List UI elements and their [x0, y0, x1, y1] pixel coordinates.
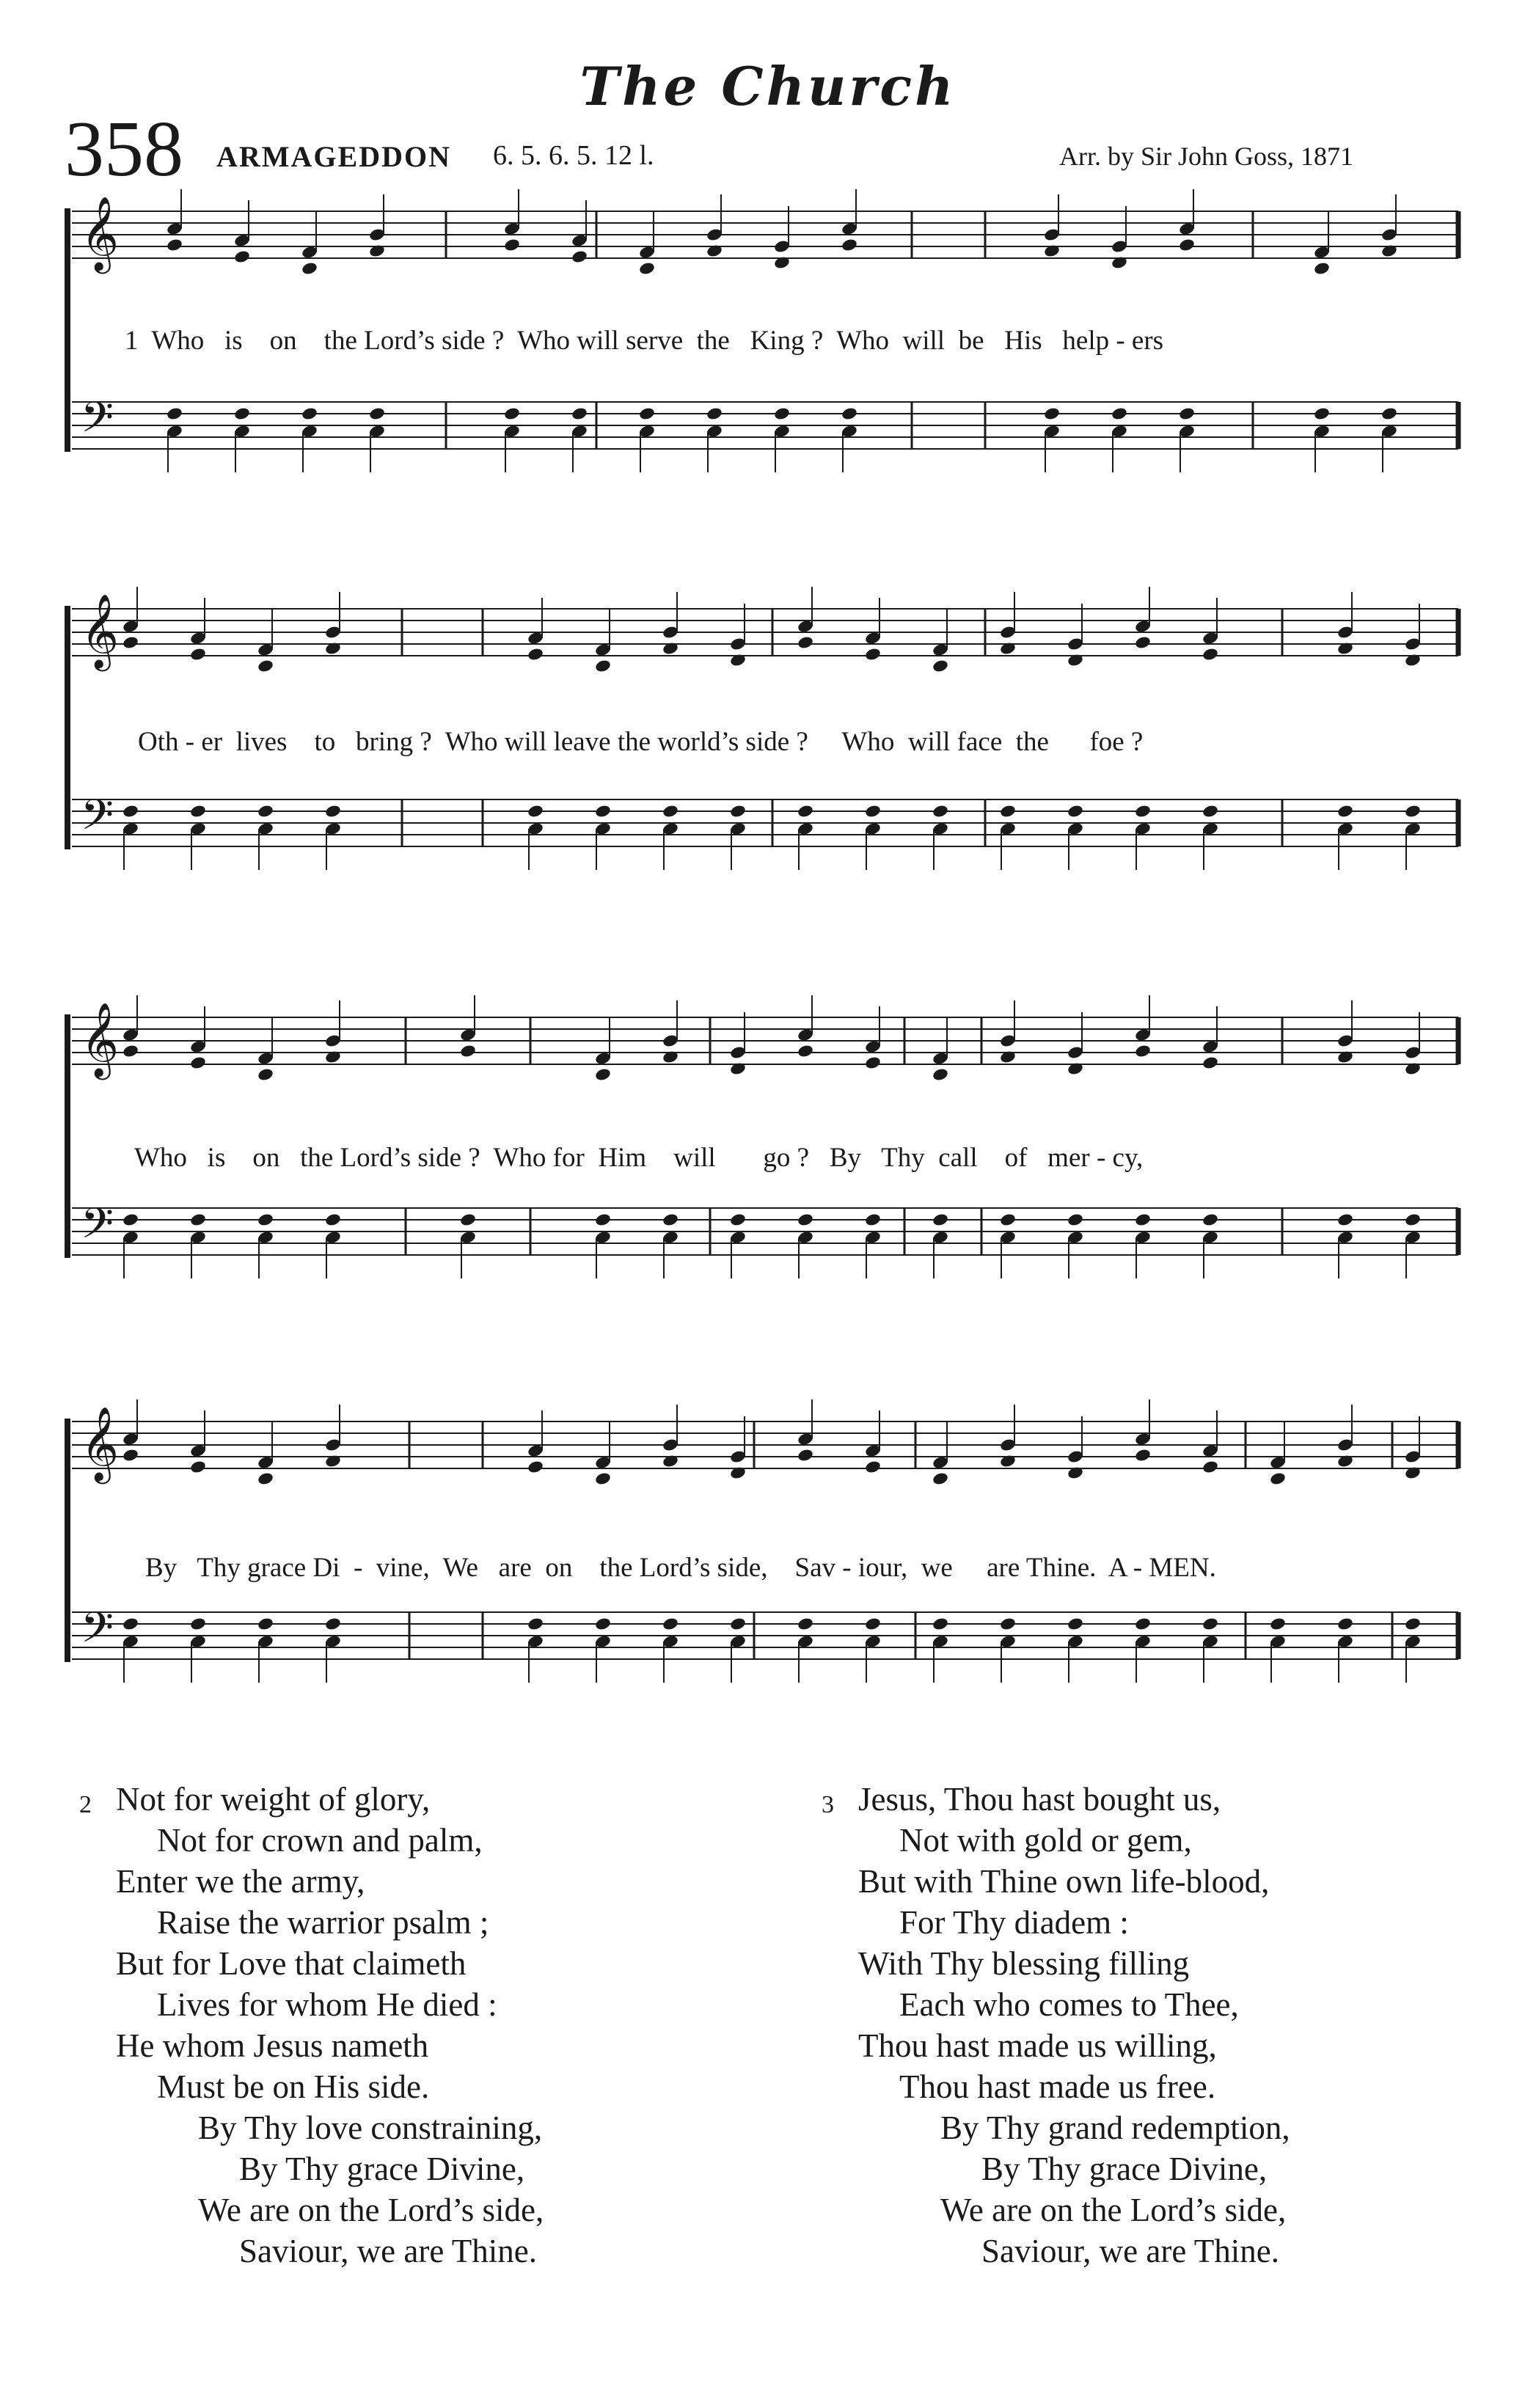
notehead	[1336, 1617, 1354, 1631]
notehead	[503, 238, 521, 252]
treble-clef-icon: 𝄞	[81, 195, 120, 271]
notehead	[527, 1460, 544, 1474]
notehead	[638, 261, 656, 276]
verse-line: Not with gold or gem,	[899, 1822, 1192, 1859]
notehead	[1111, 406, 1128, 421]
notehead	[1269, 1617, 1287, 1631]
notehead	[797, 1448, 814, 1463]
notehead	[594, 1212, 612, 1227]
bass-clef-icon: 𝄢	[81, 1603, 114, 1663]
notehead	[1313, 406, 1331, 421]
notehead	[662, 804, 679, 819]
hymn-number: 358	[65, 106, 183, 193]
notehead	[797, 804, 814, 819]
verse-line: With Thy blessing filling	[858, 1945, 1190, 1982]
notehead	[122, 1044, 139, 1058]
notehead	[122, 804, 139, 819]
notehead	[459, 1044, 477, 1058]
verse-line: Each who comes to Thee,	[899, 1986, 1239, 2023]
verse-line: Not for weight of glory,	[116, 1781, 431, 1818]
notehead	[122, 1212, 139, 1227]
notehead	[571, 249, 588, 264]
notehead	[932, 659, 949, 673]
notehead	[1336, 804, 1354, 819]
verse-line: Thou hast made us willing,	[858, 2027, 1217, 2064]
notehead	[797, 1212, 814, 1227]
notehead	[257, 804, 274, 819]
verse-line: Jesus, Thou hast bought us,	[858, 1781, 1221, 1818]
notehead	[166, 406, 183, 421]
notehead	[1134, 804, 1152, 819]
notehead	[189, 1055, 207, 1070]
bass-clef-icon: 𝄢	[81, 790, 114, 850]
notehead	[1336, 1212, 1354, 1227]
notehead	[368, 406, 386, 421]
notehead	[233, 249, 251, 264]
notehead	[638, 406, 656, 421]
notehead	[1134, 1044, 1152, 1058]
notehead	[189, 804, 207, 819]
notehead	[594, 1067, 612, 1082]
notehead	[999, 804, 1017, 819]
notehead	[729, 1617, 747, 1631]
notehead	[662, 1212, 679, 1227]
verse-line: But with Thine own life-blood,	[858, 1863, 1270, 1900]
notehead	[864, 647, 882, 662]
verse-line: By Thy love constraining,	[198, 2109, 543, 2146]
notehead	[1380, 406, 1398, 421]
lyric-line: Oth - er lives to bring ? Who will leave the world’s side ? Who will face the foe ?	[138, 727, 1144, 757]
music-system-1	[65, 189, 1480, 468]
treble-clef-icon: 𝄞	[81, 1001, 120, 1077]
notehead	[594, 804, 612, 819]
notehead	[773, 406, 791, 421]
verse-line: Saviour, we are Thine.	[239, 2233, 537, 2269]
notehead	[864, 804, 882, 819]
system-bracket	[65, 606, 70, 849]
system-bracket	[65, 208, 70, 452]
notehead	[932, 1067, 949, 1082]
notehead	[1067, 1617, 1084, 1631]
notehead	[797, 635, 814, 650]
notehead	[1202, 1055, 1219, 1070]
notehead	[729, 1212, 747, 1227]
verse-line: By Thy grace Divine,	[239, 2151, 525, 2187]
notehead	[189, 1460, 207, 1474]
section-title: The Church	[579, 55, 957, 117]
notehead	[864, 1212, 882, 1227]
verse-line: Lives for whom He died :	[157, 1986, 497, 2023]
notehead	[527, 647, 544, 662]
notehead	[301, 261, 318, 276]
notehead	[571, 406, 588, 421]
system-bracket	[65, 1014, 70, 1258]
notehead	[1202, 1617, 1219, 1631]
verse-line: We are on the Lord’s side,	[198, 2192, 544, 2228]
notehead	[1067, 804, 1084, 819]
notehead	[864, 1460, 882, 1474]
verse-lines	[858, 1779, 1290, 2272]
notehead	[1178, 406, 1196, 421]
verse-line: By Thy grand redemption,	[940, 2109, 1290, 2146]
notehead	[932, 1212, 949, 1227]
notehead	[797, 1044, 814, 1058]
notehead	[166, 238, 183, 252]
notehead	[257, 659, 274, 673]
verse-line: But for Love that claimeth	[116, 1945, 467, 1982]
notehead	[594, 659, 612, 673]
notehead	[257, 1471, 274, 1486]
notehead	[301, 406, 318, 421]
notehead	[841, 406, 858, 421]
lyric-line: By Thy grace Di - vine, We are on the Lord’s side, Sav - iour, we are Thine. A - MEN.	[145, 1553, 1216, 1583]
verse-line: By Thy grace Divine,	[981, 2151, 1268, 2187]
notehead	[1178, 238, 1196, 252]
notehead	[1202, 647, 1219, 662]
notehead	[527, 1617, 544, 1631]
notehead	[122, 1448, 139, 1463]
notehead	[1134, 1448, 1152, 1463]
notehead	[841, 238, 858, 252]
verse-line: Saviour, we are Thine.	[981, 2233, 1279, 2269]
notehead	[932, 1471, 949, 1486]
notehead	[932, 804, 949, 819]
notehead	[233, 406, 251, 421]
notehead	[1404, 1617, 1422, 1631]
lyric-line: 1 Who is on the Lord’s side ? Who will serve the King ? Who will be His help - ers	[125, 326, 1164, 356]
verse-number: 2	[79, 1791, 92, 1818]
bass-clef-icon: 𝄢	[81, 392, 114, 453]
notehead	[1202, 1460, 1219, 1474]
verse-line: Thou hast made us free.	[899, 2068, 1216, 2105]
notehead	[189, 1212, 207, 1227]
meter: 6. 5. 6. 5. 12 l.	[493, 140, 654, 171]
notehead	[1202, 804, 1219, 819]
notehead	[122, 635, 139, 650]
notehead	[459, 1212, 477, 1227]
bass-clef-icon: 𝄢	[81, 1198, 114, 1259]
notehead	[932, 1617, 949, 1631]
notehead	[797, 1617, 814, 1631]
notehead	[662, 1617, 679, 1631]
music-system-2	[65, 587, 1480, 866]
verse-line: Must be on His side.	[157, 2068, 430, 2105]
notehead	[1202, 1212, 1219, 1227]
notehead	[324, 1212, 342, 1227]
notehead	[1134, 635, 1152, 650]
verse-line: Enter we the army,	[116, 1863, 365, 1900]
notehead	[527, 804, 544, 819]
notehead	[1313, 261, 1331, 276]
notehead	[594, 1617, 612, 1631]
notehead	[122, 1617, 139, 1631]
notehead	[1043, 406, 1061, 421]
notehead	[324, 804, 342, 819]
notehead	[257, 1067, 274, 1082]
notehead	[324, 1617, 342, 1631]
treble-clef-icon: 𝄞	[81, 593, 120, 668]
verse-lines	[116, 1779, 544, 2272]
attribution: Arr. by Sir John Goss, 1871	[1059, 142, 1354, 171]
notehead	[999, 1617, 1017, 1631]
tune-name: ARMAGEDDON	[216, 140, 451, 173]
notehead	[189, 1617, 207, 1631]
verse-number: 3	[822, 1791, 834, 1818]
verse-line: He whom Jesus nameth	[116, 2027, 429, 2064]
music-system-3	[65, 995, 1480, 1274]
music-system-4	[65, 1399, 1480, 1678]
notehead	[189, 647, 207, 662]
notehead	[864, 1617, 882, 1631]
verse-line: Raise the warrior psalm ;	[157, 1904, 489, 1941]
notehead	[594, 1471, 612, 1486]
notehead	[503, 406, 521, 421]
notehead	[729, 804, 747, 819]
notehead	[864, 1055, 882, 1070]
verse-line: We are on the Lord’s side,	[940, 2192, 1287, 2228]
notehead	[1067, 1212, 1084, 1227]
notehead	[1404, 1212, 1422, 1227]
notehead	[257, 1617, 274, 1631]
lyric-line: Who is on the Lord’s side ? Who for Him will go ? By Thy call of mer - cy,	[134, 1143, 1144, 1173]
notehead	[1404, 804, 1422, 819]
verse-line: For Thy diadem :	[899, 1904, 1129, 1941]
notehead	[1134, 1212, 1152, 1227]
notehead	[999, 1212, 1017, 1227]
notehead	[1134, 1617, 1152, 1631]
treble-clef-icon: 𝄞	[81, 1405, 120, 1481]
verse-line: Not for crown and palm,	[157, 1822, 483, 1859]
notehead	[1269, 1471, 1287, 1486]
notehead	[706, 406, 723, 421]
system-bracket	[65, 1419, 70, 1662]
notehead	[257, 1212, 274, 1227]
